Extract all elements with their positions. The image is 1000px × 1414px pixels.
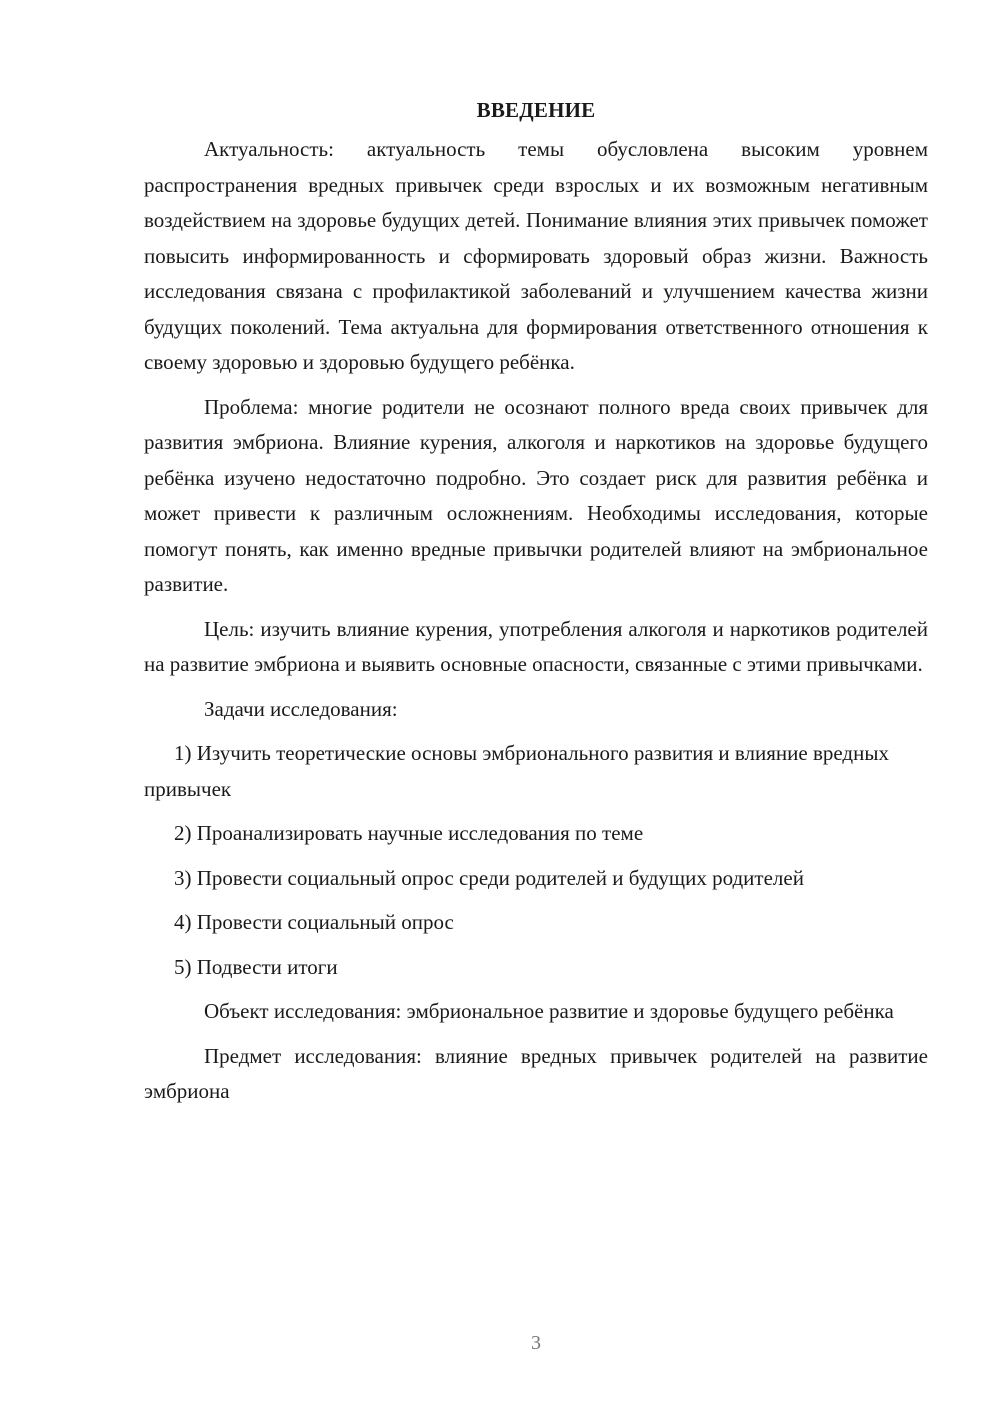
task-item: 3) Провести социальный опрос среди родителей и будущих родителей: [174, 865, 804, 890]
document-body: [144, 92, 928, 1119]
task-item: 2) Проанализировать научные исследования по теме: [174, 821, 644, 845]
problem-paragraph: Проблема: многие родители не осознают полного вреда своих привычек для развития эмбриона. Влияние курения, алкоголя и наркотиков на здоровье будущего ребёнка изучено недостаточно подробно. Это создает риск для развития ребёнка и может привести к различным осложнениям. Необходимы исследования, которые помогут понять, как именно вредные привычки родителей влияют на эмбриональное развитие.: [144, 394, 928, 596]
subject-paragraph: Предмет исследования: влияние вредных привычек родителей на развитие эмбриона: [144, 1043, 928, 1103]
tasks-heading: Задачи исследования:: [204, 696, 398, 721]
object-paragraph: Объект исследования: эмбриональное развитие и здоровье будущего ребёнка: [204, 999, 894, 1023]
task-item: 1) Изучить теоретические основы эмбрионального развития и влияние вредных привычек: [144, 741, 889, 801]
goal-paragraph: Цель: изучить влияние курения, употребления алкоголя и наркотиков родителей на развитие эмбриона и выявить основные опасности, связанные с этими привычками.: [144, 616, 928, 676]
relevance-paragraph: Актуальность: актуальность темы обусловлена высоким уровнем распространения вредных привычек среди взрослых и их возможным негативным воздействием на здоровье будущих детей. Понимание влияния этих привычек поможет повысить информированность и сформировать здоровый образ жизни. Важность исследования связана с профилактикой заболеваний и улучшением качества жизни будущих поколений. Тема актуальна для формирования ответственного отношения к своему здоровью и здоровью будущего ребёнка.: [144, 137, 928, 374]
page-number: 3: [531, 1332, 541, 1354]
section-title: ВВЕДЕНИЕ: [476, 98, 596, 122]
task-item: 5) Подвести итоги: [174, 954, 338, 979]
task-item: 4) Провести социальный опрос: [174, 910, 454, 934]
